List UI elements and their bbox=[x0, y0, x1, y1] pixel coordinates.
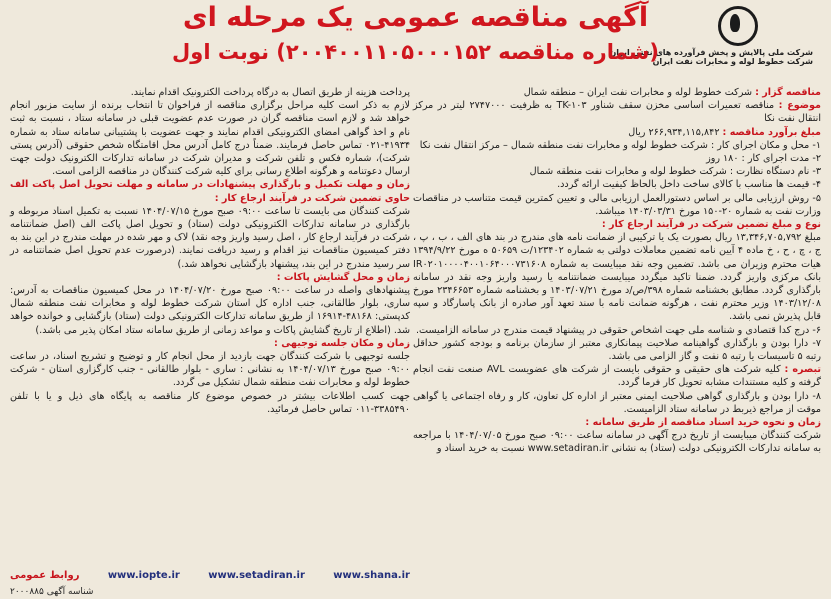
public-relations-label: روابط عمومی bbox=[10, 570, 80, 581]
org-line-1: شرکت ملی پالایش و پخش فرآورده های نفتی ایران bbox=[609, 48, 813, 57]
left-text: شرکت کنندگان می بایست تا ساعت ۰۹:۰۰ صبح مورخ ۱۴۰۴/۰۷/۱۵ نسبت به تکمیل اسناد مربوطه و بارگذاری در سامانه تدارکات الکترونیکی دولت (ستاد) و تحویل اصل پاکت الف (اصل ضمانتنامه شرکت در فرآیند ارجاع کار ، اصل رسید واریز وجه نقد) لاک و مهر شده در مهلت مندرج در این بند به دفتر کمیسیون مناقصات نیز اقدام و رسید دریافت نمایند. (درصورت عدم تحویل اصل ضمانتنامه در سر رسید مندرج در این بند، پیشنهاد بازگشایی نخواهد شد.) bbox=[10, 205, 411, 270]
right-text: ۴- قیمت ها مناسب با کالای ساخت داخل بالحاظ کیفیت ارائه گردد. bbox=[557, 179, 821, 191]
left-column bbox=[10, 86, 410, 416]
left-text: پیشنهادهای واصله در ساعت ۰۹:۰۰ صبح مورخ ۱۴۰۴/۰۷/۲۰ در محل کمیسیون مناقصات به آدرس: ساری، بلوار طالقانی، جنب اداره کل استان شرکت خطوط لوله و مخابرات نفت منطقه شمال کدپستی: ۴۸۱۶۸-۱۶۹۱۴ از طریق سامانه تدارکات الکترونیکی دولت (ستاد) بازگشایی و خوانده خواهد شد. (اطلاع از تاریخ گشایش پاکات و مواعد زمانی از طریق سامانه ستاد امکان پذیر می باشد.) bbox=[10, 285, 410, 336]
left-paragraph bbox=[10, 350, 410, 390]
notice-id: شناسه آگهی ۲۰۰۰۸۸۵ bbox=[10, 587, 94, 597]
left-paragraph bbox=[10, 390, 410, 416]
right-heading: تبصره : bbox=[784, 364, 821, 376]
right-paragraph bbox=[413, 363, 821, 389]
website-links bbox=[10, 570, 410, 581]
right-paragraph bbox=[413, 416, 821, 429]
notice-subtitle: (شماره مناقصه ۲۰۰۴۰۰۱۱۰۵۰۰۰۱۵۲) نوبت اول bbox=[172, 40, 659, 64]
right-paragraph bbox=[413, 390, 821, 416]
right-heading: مبلغ برآورد مناقصه : bbox=[722, 126, 821, 138]
left-paragraph bbox=[10, 86, 410, 99]
left-text: پرداخت هزینه از طریق اتصال به درگاه پرداخت الکترونیک اقدام نمایند. bbox=[130, 87, 410, 98]
right-paragraph bbox=[413, 86, 821, 99]
right-heading: نوع و مبلغ تضمین شرکت در فرآیند ارجاع کار : bbox=[601, 219, 821, 231]
left-paragraph bbox=[10, 284, 410, 337]
website-iopte[interactable]: www.iopte.ir bbox=[107, 570, 180, 581]
right-paragraph bbox=[413, 429, 821, 455]
right-paragraph bbox=[413, 231, 821, 323]
notice-footer bbox=[10, 570, 410, 597]
left-paragraph bbox=[10, 205, 410, 271]
right-paragraph bbox=[413, 324, 821, 337]
right-text: شرکت کنندگان میبایست از تاریخ درج آگهی در سامانه ساعت ۰۹:۰۰ صبح مورخ ۱۴۰۴/۰۷/۰۵ با مراجعه به سامانه تدارکات الکترونیکی دولت (ستاد) به نشانی www.setadiran.ir نسبت به خرید اسناد و bbox=[413, 430, 821, 455]
website-shana[interactable]: www.shana.ir bbox=[333, 570, 410, 581]
right-text: ۲- مدت اجرای کار : ۱۸۰ روز bbox=[706, 153, 821, 165]
right-text: مناقصه تعمیرات اساسی مخزن سقف شناور TK-۱۰۳ به ظرفیت ۲۷۴۷۰۰۰ لیتر در مرکز انتقال نفت نکا bbox=[413, 100, 821, 125]
left-heading: زمان و محل گشایش پاکات : bbox=[276, 271, 410, 283]
right-text: ۵- روش ارزیابی مالی بر اساس دستورالعمل ارزیابی مالی و تعیین کمترین قیمت متناسب در مناقصات وزارت نفت به شماره ۲۰-۱۵۰ مورخ ۱۴۰۳/۰۳/۳۱ میباشد. bbox=[413, 192, 821, 217]
left-text: جلسه توجیهی با شرکت کنندگان جهت بازدید از محل انجام کار و توضیح و تشریح اسناد، در ساعت ۰۹:۰۰ صبح مورخ ۱۴۰۴/۰۷/۱۳ به نشانی : ساری - بلوار طالقانی - جنب کارگزاری استان - شرکت خطوط لوله و مخابرات نفت منطقه شمال تشکیل می گردد. bbox=[10, 351, 410, 389]
left-heading: زمان و مهلت تکمیل و بارگذاری پیشنهادات در سامانه و مهلت تحویل اصل پاکت الف حاوی تضمین شرکت در فرآیند ارجاع کار : bbox=[10, 179, 410, 204]
left-text: جهت کسب اطلاعات بیشتر در خصوص موضوع کار مناقصه به پایگاه های ذیل و یا با تلفن ۳۳۸۵۴۹۰-۰۱۱ تماس حاصل فرمائید. bbox=[10, 390, 410, 415]
right-text: ۱- محل و مکان اجرای کار : شرکت خطوط لوله و مخابرات نفت منطقه شمال – مرکز انتقال نفت نکا bbox=[419, 139, 821, 151]
left-paragraph bbox=[10, 178, 410, 204]
right-paragraph bbox=[413, 337, 821, 363]
right-text: کلیه شرکت های حقیقی و حقوقی بایست از شرکت های عضویست AVL صنعت نفت انجام گرفته و کلیه مستندات مشابه تحویل کار فرما گردد. bbox=[413, 364, 821, 389]
right-text: ۸- دارا بودن و بارگذاری گواهی صلاحیت ایمنی معتبر از اداره کل تعاون، کار و رفاه اجتماعی یا گواهی موقت از مراجع ذیربط در سامانه ستاد الزامیست. bbox=[413, 390, 821, 415]
left-text: لازم به ذکر است کلیه مراحل برگزاری مناقصه از فراخوان تا انتخاب برنده از سایت مزبور انجام خواهد شد و لازم است مناقصه گران در صورت عدم عضویت قبلی در سامانه ستاد ، نسبت به ثبت نام و اخذ گواهی امضای الکترونیکی اقدام نمایند و جهت عضویت با پشتیبانی سامانه ستاد به شماره ۴۱۹۳۴-۰۲۱ تماس حاصل فرمایند. ضمناً درج کامل آدرس محل اقامتگاه شخص حقوقی (آدرس پستی شرکت)، شماره فکس و تلفن شرکت و مدیران شرکت در سامانه تدارکات الکترونیک دولت جهت ارسال دعوتنامه و هرگونه اطلاع رسانی برای کلیه شرکت کنندگان در مناقصه الزامی است. bbox=[10, 100, 410, 178]
website-setadiran[interactable]: www.setadiran.ir bbox=[208, 570, 305, 581]
right-text: ۷- دارا بودن و بارگذاری گواهینامه صلاحیت پیمانکاری معتبر از سازمان برنامه و بودجه کشور حداقل رتبه ۵ تاسیسات یا رتبه ۵ نفت و گاز الزامی می باشد. bbox=[413, 337, 821, 363]
org-line-2: شرکت خطوط لوله و مخابرات نفت ایران bbox=[652, 57, 813, 66]
right-heading: زمان و نحوه خرید اسناد مناقصه از طریق سامانه : bbox=[585, 417, 821, 429]
right-paragraph bbox=[413, 99, 821, 125]
notice-title: آگهی مناقصه عمومی یک مرحله ای bbox=[182, 2, 649, 33]
notice-header bbox=[0, 0, 831, 84]
right-paragraph bbox=[413, 126, 821, 139]
left-heading: زمان و مکان جلسه توجیهی : bbox=[274, 337, 410, 349]
left-paragraph bbox=[10, 99, 410, 178]
right-text: شرکت خطوط لوله و مخابرات نفت ایران – منطقه شمال bbox=[523, 87, 753, 98]
right-paragraph bbox=[413, 178, 821, 191]
right-heading: موضوع : bbox=[778, 100, 821, 112]
right-text: مبلغ ۱۳,۳۴۶,۷۰۵,۷۹۲ ریال بصورت یک یا ترکیبی از ضمانت نامه های مندرج در بند های الف ، ب ، پ ، ج ، چ ، ح ، خ ماده ۴ آیین نامه تضمین معاملات دولتی به شماره ۱۲۳۴۰۲/ت ۵۰۶۵۹ ه مورخ ۱۳۹۴/۹/۲۲ هیات محترم وزیران می باشد. تضمین وجه نقد میبایست به شماره IR۰۲۰۱۰۰۰۰۴۰۰۱۰۶۴۰۰۰۷۳۱۶۰۸ بانک مرکزی واریز گردد. ضمنا تاکید میگردد میبایست ضمانتنامه یا رسید واریز وجه نقد در سامانه بارگذاری گردد. مطابق بخشنامه شماره ۳۹۸/ص/د مورخ ۱۴۰۳/۰۷/۲۱ و بخشنامه شماره ۲۳۴۶۶۵۳ مورخ ۱۴۰۳/۱۲/۰۸ وزیر محترم نفت ، هرگونه ضمانت نامه با سند تعهد آور صادره از بانک پاسارگاد و سپه قابل پذیرش نمی باشد. bbox=[413, 232, 821, 323]
right-paragraph bbox=[413, 192, 821, 218]
right-text: ۲۶۶,۹۳۴,۱۱۵,۸۴۲ ریال bbox=[628, 126, 720, 138]
right-paragraph bbox=[413, 152, 821, 165]
right-column bbox=[413, 86, 821, 456]
right-heading: مناقصه گزار : bbox=[755, 87, 821, 98]
left-paragraph bbox=[10, 271, 410, 284]
right-text: ۶- درج کدا قتصادی و شناسه ملی جهت اشخاص حقوقی در پیشنهاد قیمت مندرج در سامانه الزامیست. bbox=[415, 324, 821, 336]
right-text: ۳- نام دستگاه نظارت : شرکت خطوط لوله و مخابرات نفت منطقه شمال bbox=[529, 166, 821, 178]
right-paragraph bbox=[413, 165, 821, 178]
left-paragraph bbox=[10, 337, 410, 350]
right-paragraph bbox=[413, 139, 821, 152]
right-paragraph bbox=[413, 218, 821, 231]
